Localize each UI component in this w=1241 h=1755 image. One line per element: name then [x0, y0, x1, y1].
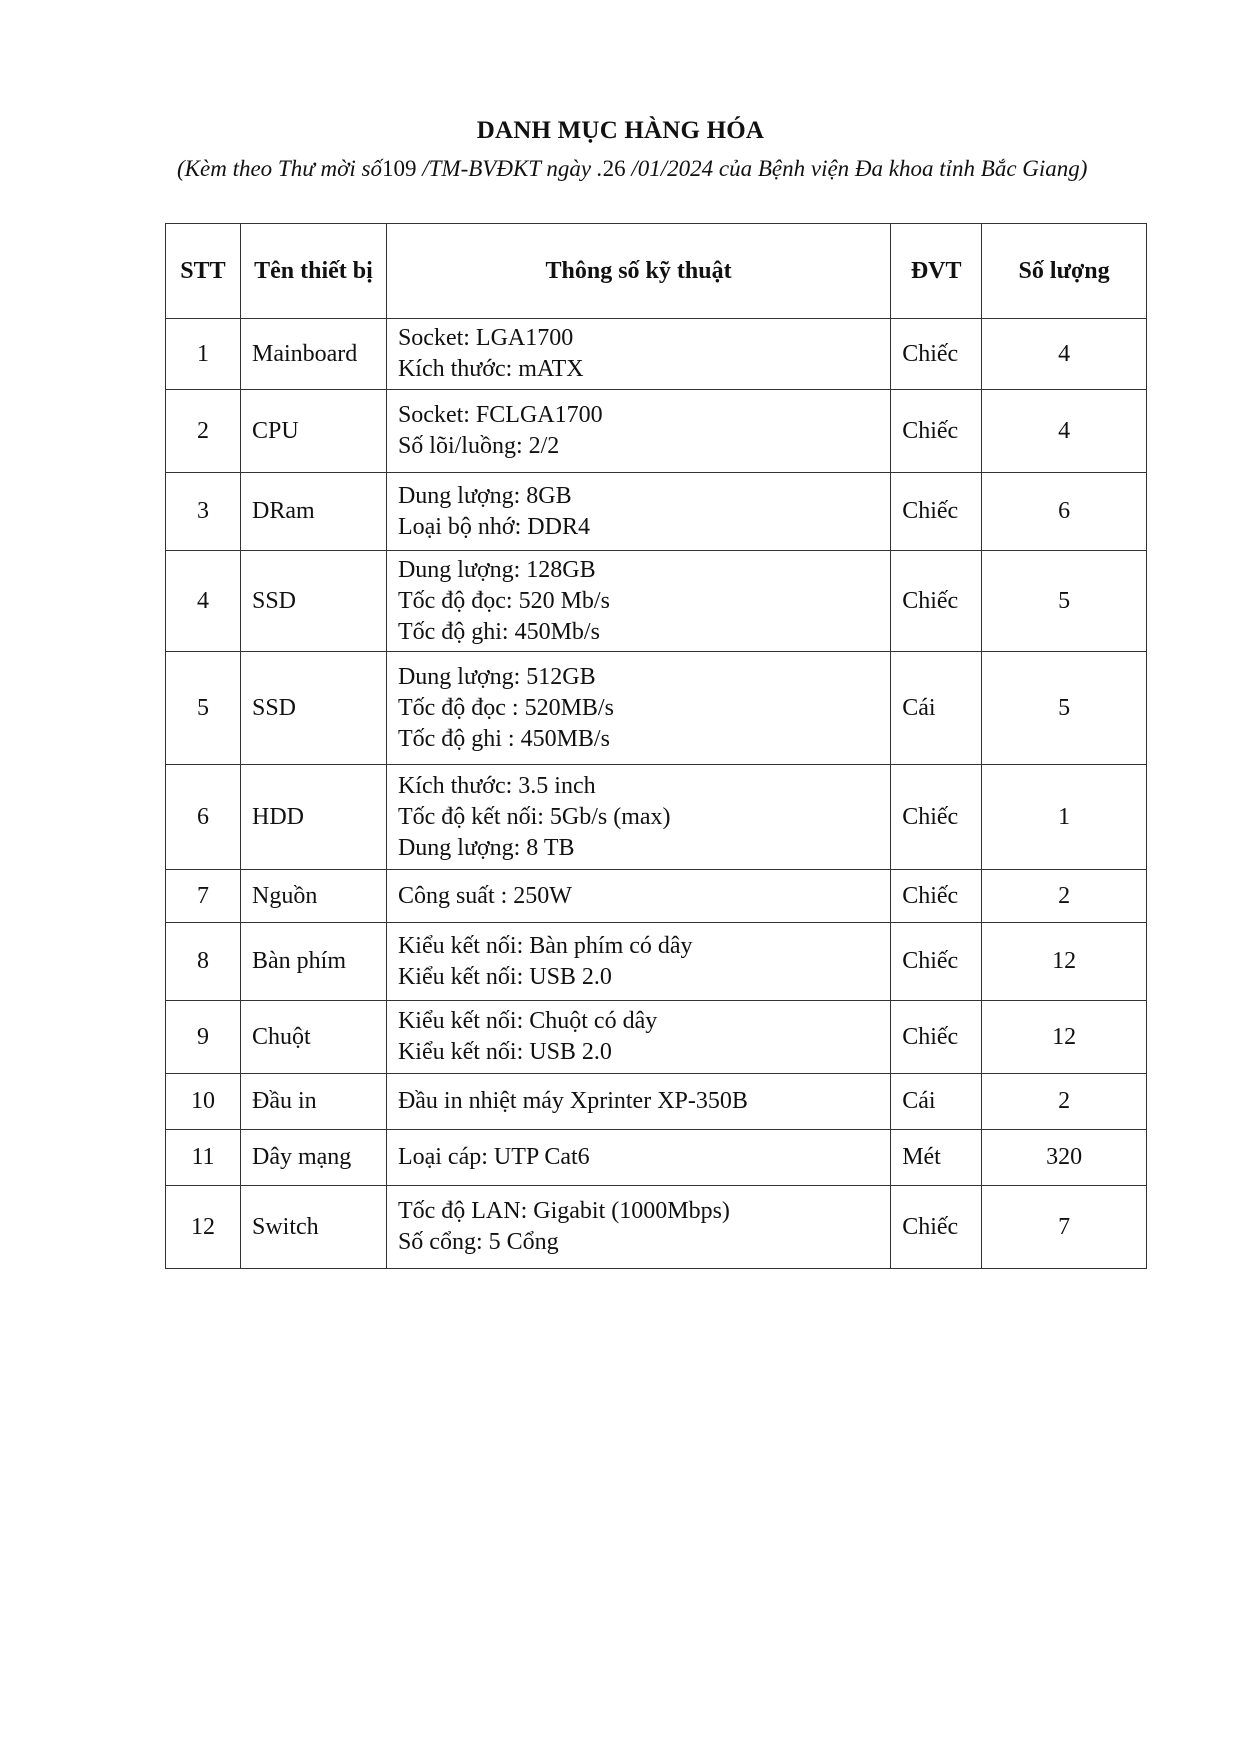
cell-spec: [386, 390, 890, 473]
subtitle: [177, 153, 1127, 185]
table-header-row: [166, 224, 1147, 319]
table-row: [166, 870, 1147, 923]
cell-unit: Chiếc: [891, 390, 982, 473]
spec-line: Dung lượng: 8 TB: [397, 834, 575, 861]
table-row: [166, 551, 1147, 652]
cell-qty: 320: [982, 1130, 1147, 1186]
cell-name: Đầu in: [240, 1074, 386, 1130]
table-row: [166, 1186, 1147, 1269]
cell-qty: 1: [982, 765, 1147, 870]
spec-line: Kích thước: 3.5 inch: [397, 772, 596, 799]
spec-line: Kiểu kết nối: USB 2.0: [397, 963, 612, 990]
cell-unit: Chiếc: [891, 473, 982, 551]
cell-unit: Chiếc: [891, 870, 982, 923]
cell-stt: 1: [166, 319, 241, 390]
cell-name: SSD: [240, 551, 386, 652]
cell-spec: [386, 551, 890, 652]
cell-spec: [386, 473, 890, 551]
cell-stt: 2: [166, 390, 241, 473]
spec-line: Socket: FCLGA1700: [397, 402, 603, 428]
header-qty: Số lượng: [982, 224, 1147, 319]
cell-name: HDD: [240, 765, 386, 870]
goods-table: [165, 223, 1147, 1269]
cell-name: DRam: [240, 473, 386, 551]
spec-line: Dung lượng: 512GB: [397, 663, 596, 690]
cell-stt: 7: [166, 870, 241, 923]
table-row: [166, 1074, 1147, 1130]
cell-name: CPU: [240, 390, 386, 473]
spec-line: Tốc độ đọc : 520MB/s: [397, 694, 614, 721]
cell-spec: [386, 1001, 890, 1074]
spec-line: Tốc độ đọc: 520 Mb/s: [397, 587, 610, 614]
cell-unit: Chiếc: [891, 1186, 982, 1269]
subtitle-middle: /TM-BVĐKT ngày .: [416, 156, 603, 181]
cell-unit: Chiếc: [891, 1001, 982, 1074]
cell-spec: [386, 1074, 890, 1130]
table-row: [166, 473, 1147, 551]
subtitle-day: 26: [602, 156, 626, 181]
cell-name: Chuột: [240, 1001, 386, 1074]
cell-qty: 12: [982, 1001, 1147, 1074]
spec-line: Kiểu kết nối: Chuột có dây: [397, 1008, 658, 1034]
spec-line: Số cổng: 5 Cổng: [397, 1229, 559, 1255]
spec-line: Tốc độ kết nối: 5Gb/s (max): [397, 803, 671, 830]
header-unit: ĐVT: [891, 224, 982, 319]
cell-stt: 8: [166, 923, 241, 1001]
spec-line: Đầu in nhiệt máy Xprinter XP-350B: [397, 1088, 748, 1114]
cell-stt: 4: [166, 551, 241, 652]
cell-qty: 2: [982, 1074, 1147, 1130]
cell-qty: 5: [982, 652, 1147, 765]
cell-unit: Chiếc: [891, 551, 982, 652]
spec-line: Số lõi/luồng: 2/2: [397, 433, 560, 459]
subtitle-number: 109: [381, 156, 417, 181]
spec-line: Tốc độ ghi: 450Mb/s: [397, 618, 600, 645]
subtitle-prefix: (Kèm theo Thư mời số: [177, 156, 382, 181]
cell-name: Switch: [240, 1186, 386, 1269]
cell-name: Bàn phím: [240, 923, 386, 1001]
cell-spec: [386, 1186, 890, 1269]
spec-line: Loại cáp: UTP Cat6: [397, 1144, 590, 1170]
cell-name: Nguồn: [240, 870, 386, 923]
cell-unit: Mét: [891, 1130, 982, 1186]
spec-line: Kích thước: mATX: [397, 356, 584, 382]
cell-qty: 12: [982, 923, 1147, 1001]
cell-stt: 3: [166, 473, 241, 551]
cell-stt: 10: [166, 1074, 241, 1130]
spec-line: Tốc độ LAN: Gigabit (1000Mbps): [397, 1198, 730, 1224]
table-row: [166, 1001, 1147, 1074]
cell-name: Mainboard: [240, 319, 386, 390]
table-row: [166, 923, 1147, 1001]
cell-qty: 5: [982, 551, 1147, 652]
cell-unit: Chiếc: [891, 765, 982, 870]
spec-line: Loại bộ nhớ: DDR4: [397, 513, 590, 540]
cell-stt: 5: [166, 652, 241, 765]
cell-name: Dây mạng: [240, 1130, 386, 1186]
spec-line: Tốc độ ghi : 450MB/s: [397, 725, 610, 752]
header-name: Tên thiết bị: [240, 224, 386, 319]
cell-spec: [386, 765, 890, 870]
cell-unit: Cái: [891, 652, 982, 765]
cell-unit: Chiếc: [891, 319, 982, 390]
table-row: [166, 1130, 1147, 1186]
cell-stt: 12: [166, 1186, 241, 1269]
header-spec: Thông số kỹ thuật: [386, 224, 890, 319]
cell-unit: Cái: [891, 1074, 982, 1130]
cell-name: SSD: [240, 652, 386, 765]
spec-line: Dung lượng: 128GB: [397, 556, 596, 583]
cell-qty: 4: [982, 390, 1147, 473]
table-row: [166, 765, 1147, 870]
table-row: [166, 319, 1147, 390]
spec-line: Kiểu kết nối: USB 2.0: [397, 1039, 612, 1065]
cell-stt: 6: [166, 765, 241, 870]
cell-stt: 9: [166, 1001, 241, 1074]
subtitle-suffix: /01/2024 của Bệnh viện Đa khoa tỉnh Bắc Giang): [625, 156, 1088, 181]
cell-qty: 6: [982, 473, 1147, 551]
cell-spec: [386, 923, 890, 1001]
table-row: [166, 652, 1147, 765]
cell-qty: 7: [982, 1186, 1147, 1269]
spec-line: Công suất : 250W: [397, 882, 572, 909]
page-title: DANH MỤC HÀNG HÓA: [476, 117, 765, 144]
table-body: [166, 319, 1147, 1269]
spec-line: Dung lượng: 8GB: [397, 482, 572, 509]
cell-stt: 11: [166, 1130, 241, 1186]
header-stt: STT: [166, 224, 241, 319]
table-row: [166, 390, 1147, 473]
cell-qty: 2: [982, 870, 1147, 923]
cell-qty: 4: [982, 319, 1147, 390]
cell-spec: [386, 652, 890, 765]
spec-line: Kiểu kết nối: Bàn phím có dây: [397, 932, 693, 959]
cell-spec: [386, 319, 890, 390]
cell-spec: [386, 870, 890, 923]
cell-spec: [386, 1130, 890, 1186]
cell-unit: Chiếc: [891, 923, 982, 1001]
spec-line: Socket: LGA1700: [397, 325, 574, 351]
